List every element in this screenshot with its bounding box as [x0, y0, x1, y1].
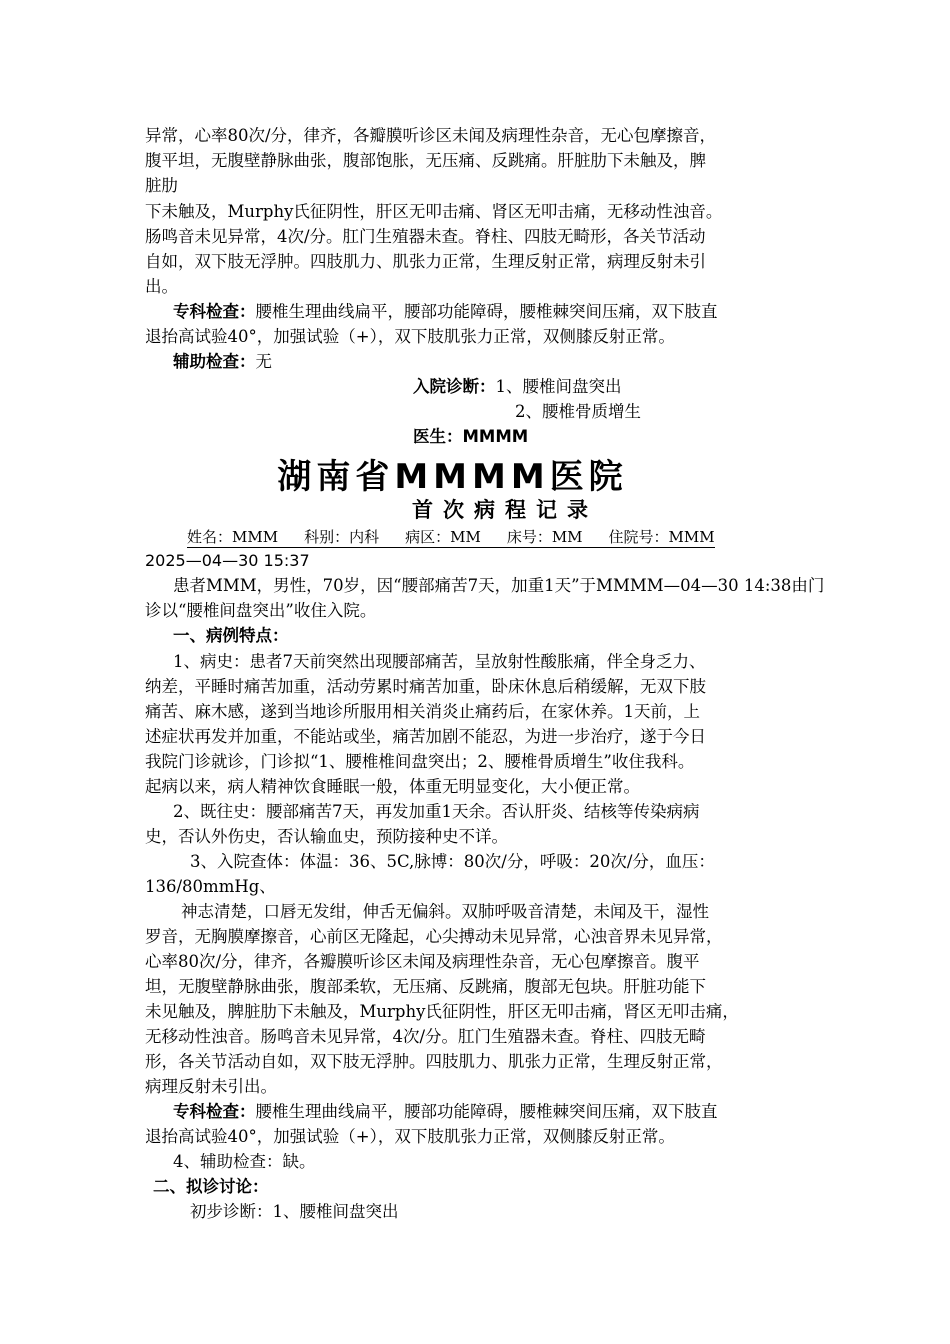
admission-diag-1: 1、腰椎间盘突出 [495, 377, 622, 396]
special-exam-text: 腰椎生理曲线扁平，腰部功能障碍，腰椎棘突间压痛，双下肢直 [255, 1102, 718, 1121]
initial-diagnosis: 初步诊断：1、腰椎间盘突出 [190, 1202, 399, 1221]
exam-line: 3、入院查体：体温：36、5C,脉博：80次/分，呼吸：20次/分，血压： [190, 852, 715, 871]
history-line: 起病以来，病人精神饮食睡眠一般，体重无明显变化，大小便正常。 [145, 777, 640, 796]
aux-exam-value: 无 [255, 352, 272, 371]
patient-bed: 床号：MM [506, 528, 583, 546]
aux-exam-1 [173, 350, 272, 375]
record-title: 首次病程记录 [412, 497, 598, 522]
history-line: 纳差，平睡时痛苦加重，活动劳累时痛苦加重，卧床休息后稍缓解，无双下肢 [145, 677, 706, 696]
intro-line: 诊以“腰椎间盘突出”收住入院。 [145, 601, 377, 620]
exam-line: 无移动性浊音。肠鸣音未见异常，4次/分。肛门生殖器未查。脊柱、四肢无畸 [145, 1027, 706, 1046]
exam-line: 136/80mmHg、 [145, 877, 276, 896]
special-exam-2 [173, 1100, 718, 1125]
text-line: 退抬高试验40°，加强试验（+），双下肢肌张力正常，双侧膝反射正常。 [145, 1127, 675, 1146]
text-line: 下未触及，Murphy氏征阴性，肝区无叩击痛、肾区无叩击痛，无移动性浊音。 [145, 202, 723, 221]
exam-line: 未见触及，脾脏肋下未触及，Murphy氏征阴性，肝区无叩击痛，肾区无叩击痛， [145, 1002, 739, 1021]
text-line: 肠鸣音未见异常，4次/分。肛门生殖器未查。脊柱、四肢无畸形，各关节活动 [145, 227, 706, 246]
text-line: 腹平坦，无腹壁静脉曲张，腹部饱胀，无压痛、反跳痛。肝脏肋下未触及，脾 [145, 151, 706, 170]
patient-name: 姓名：MMM [187, 528, 279, 546]
exam-line: 神志清楚，口唇无发绀，伸舌无偏斜。双肺呼吸音清楚，未闻及干，湿性 [181, 902, 709, 921]
exam-line: 形，各关节活动自如，双下肢无浮肿。四肢肌力、肌张力正常，生理反射正常， [145, 1052, 723, 1071]
patient-ward: 病区：MM [405, 528, 481, 546]
history-line: 1、病史：患者7天前突然出现腰部痛苦，呈放射性酸胀痛，伴全身乏力、 [173, 652, 706, 671]
text-line: 退抬高试验40°，加强试验（+），双下肢肌张力正常，双侧膝反射正常。 [145, 327, 675, 346]
past-history-line: 2、既往史：腰部痛苦7天，再发加重1天余。否认肝炎、结核等传染病病 [173, 802, 700, 821]
patient-department: 科别：内科 [304, 528, 380, 546]
special-exam-label: 专科检查： [173, 302, 256, 321]
history-line: 述症状再发并加重，不能站或坐，痛苦加剧不能忍，为进一步治疗，遂于今日 [145, 727, 706, 746]
doctor-signature [413, 425, 528, 450]
special-exam-text: 腰椎生理曲线扁平，腰部功能障碍，腰椎棘突间压痛，双下肢直 [255, 302, 718, 321]
text-line: 异常，心率80次/分，律齐，各瓣膜听诊区未闻及病理性杂音，无心包摩擦音， [145, 126, 717, 145]
patient-info-bar [187, 527, 715, 548]
doctor-name: MMMM [462, 427, 529, 446]
section-title: 二、拟诊讨论： [153, 1177, 269, 1196]
admission-diag-label: 入院诊断： [413, 377, 496, 396]
doctor-label: 医生： [413, 427, 463, 446]
history-line: 我院门诊就诊，门诊拟“1、腰椎椎间盘突出；2、腰椎骨质增生”收住我科。 [145, 752, 695, 771]
text-line: 自如，双下肢无浮肿。四肢肌力、肌张力正常，生理反射正常，病理反射未引 [145, 252, 706, 271]
past-history-line: 史，否认外伤史，否认输血史，预防接种史不详。 [145, 827, 508, 846]
admission-diagnosis [413, 375, 622, 400]
aux-exam-2: 4、辅助检查：缺。 [173, 1152, 316, 1171]
intro-line: 患者MMM，男性，70岁，因“腰部痛苦7天，加重1天”于MMMM—04—30 14:38由门 [173, 576, 825, 595]
text-line: 脏肋 [145, 176, 178, 195]
exam-line: 罗音，无胸膜摩擦音，心前区无隆起，心尖搏动未见异常，心浊音界未见异常， [145, 927, 723, 946]
record-datetime: 2025—04—30 15:37 [145, 551, 310, 570]
special-exam-1 [173, 300, 718, 325]
exam-line: 病理反射未引出。 [145, 1077, 277, 1096]
hospital-name: 湖南省MMMM医院 [277, 457, 628, 497]
aux-exam-label: 辅助检查： [173, 352, 256, 371]
special-exam-label: 专科检查： [173, 1102, 256, 1121]
patient-admission-no: 住院号：MMM [608, 528, 715, 546]
text-line: 出。 [145, 277, 178, 296]
exam-line: 心率80次/分，律齐，各瓣膜听诊区未闻及病理性杂音，无心包摩擦音。腹平 [145, 952, 700, 971]
section-title: 一、病例特点： [173, 626, 289, 645]
admission-diag-2: 2、腰椎骨质增生 [515, 402, 641, 421]
exam-line: 坦，无腹壁静脉曲张，腹部柔软，无压痛、反跳痛，腹部无包块。肝脏功能下 [145, 977, 706, 996]
history-line: 痛苦、麻木感，遂到当地诊所服用相关消炎止痛药后，在家休养。1天前，上 [145, 702, 700, 721]
